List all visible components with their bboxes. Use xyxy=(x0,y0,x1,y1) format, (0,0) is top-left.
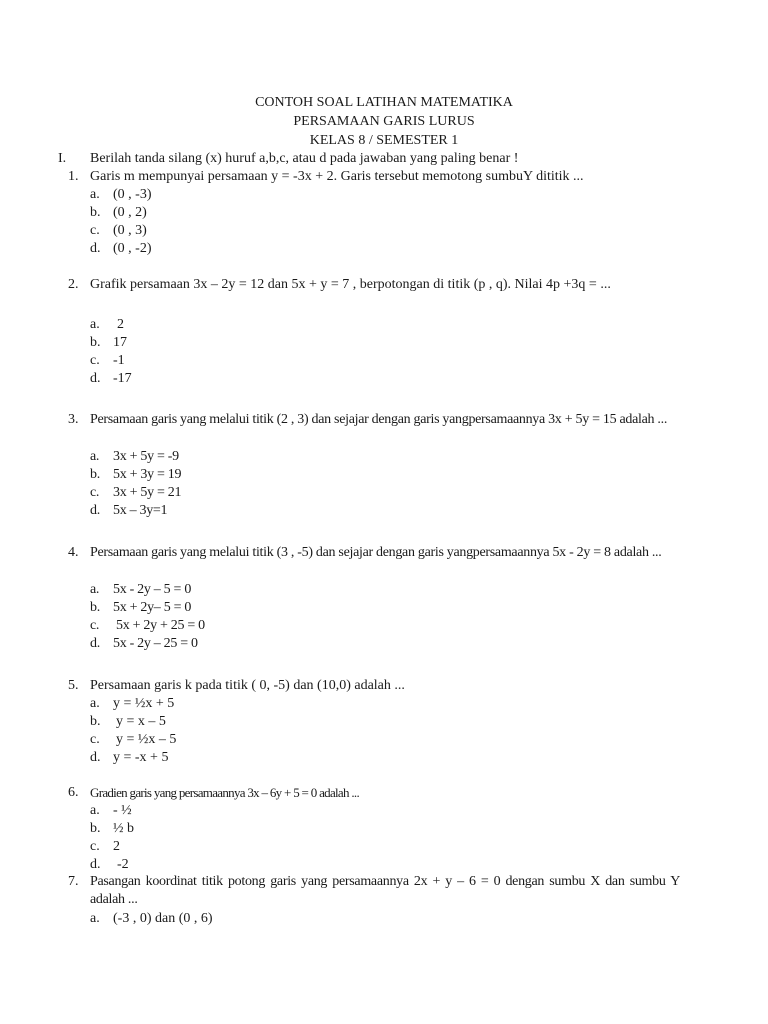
option-letter: a. xyxy=(90,911,100,926)
option-letter: c. xyxy=(90,618,100,633)
option-letter: d. xyxy=(90,857,101,872)
question-text: Grafik persamaan 3x – 2y = 12 dan 5x + y = 7 , berpotongan di titik (p , q). Nilai 4p +3q = ... xyxy=(90,277,611,292)
question-text: Gradien garis yang persamaannya 3x – 6y + 5 = 0 adalah ... xyxy=(90,785,359,800)
option-row xyxy=(90,838,120,856)
option-letter: a. xyxy=(90,187,100,202)
question-text: Persamaan garis yang melalui titik (2 , 3) dan sejajar dengan garis yangpersamaannya 3x + 5y = 15 adalah ... xyxy=(90,412,668,427)
option-row xyxy=(90,802,132,820)
option-row xyxy=(90,466,181,484)
option-row xyxy=(90,695,174,713)
option-text: 17 xyxy=(113,335,127,350)
question-text: Persamaan garis k pada titik ( 0, -5) dan (10,0) adalah ... xyxy=(90,678,405,693)
option-row xyxy=(90,370,132,388)
option-row xyxy=(90,635,198,653)
option-row xyxy=(90,352,125,370)
question-text: Pasangan koordinat titik potong garis yang persamaannya 2x + y – 6 = 0 dengan sumbu X dan sumbu Y adalah ... xyxy=(90,874,680,907)
question-number: 5. xyxy=(68,678,79,693)
option-row xyxy=(90,448,179,466)
option-letter: d. xyxy=(90,750,101,765)
option-letter: a. xyxy=(90,582,100,597)
option-text: y = x – 5 xyxy=(116,714,166,729)
question-number: 1. xyxy=(68,169,79,184)
option-letter: d. xyxy=(90,241,101,256)
doc-subtitle: PERSAMAAN GARIS LURUS xyxy=(293,114,475,129)
option-text: 2 xyxy=(117,317,124,332)
section-number: I. xyxy=(58,151,67,166)
option-text: (0 , -3) xyxy=(113,187,152,202)
question-text: Persamaan garis yang melalui titik (3 , -5) dan sejajar dengan garis yangpersamaannya 5x - 2y = 8 adalah ... xyxy=(90,545,662,560)
option-text: y = ½x – 5 xyxy=(116,732,177,747)
option-row xyxy=(90,204,147,222)
option-row xyxy=(90,749,168,767)
option-letter: d. xyxy=(90,503,100,518)
option-letter: a. xyxy=(90,317,100,332)
section-instruction: Berilah tanda silang (x) huruf a,b,c, atau d pada jawaban yang paling benar ! xyxy=(90,151,519,166)
option-letter: c. xyxy=(90,353,100,368)
option-row xyxy=(90,484,181,502)
option-row xyxy=(90,186,152,204)
question-number: 4. xyxy=(68,545,79,560)
option-letter: b. xyxy=(90,335,101,350)
option-row xyxy=(90,713,166,731)
option-text: y = ½x + 5 xyxy=(113,696,175,711)
question-number: 6. xyxy=(68,785,79,800)
option-text: (-3 , 0) dan (0 , 6) xyxy=(113,911,213,926)
option-text: 5x – 3y=1 xyxy=(113,503,168,518)
option-text: 5x - 2y – 25 = 0 xyxy=(113,636,198,651)
question-number: 3. xyxy=(68,412,79,427)
option-letter: a. xyxy=(90,696,100,711)
option-row xyxy=(90,856,129,874)
option-text: 2 xyxy=(113,839,120,854)
option-row xyxy=(90,502,167,520)
option-letter: a. xyxy=(90,449,100,464)
option-text: 5x + 2y + 25 = 0 xyxy=(116,618,205,633)
option-text: -1 xyxy=(113,353,125,368)
option-letter: b. xyxy=(90,600,100,615)
option-letter: b. xyxy=(90,467,100,482)
doc-class: KELAS 8 / SEMESTER 1 xyxy=(309,133,459,148)
option-letter: d. xyxy=(90,636,100,651)
option-text: y = -x + 5 xyxy=(113,750,169,765)
option-row xyxy=(90,599,191,617)
doc-title: CONTOH SOAL LATIHAN MATEMATIKA xyxy=(255,95,513,110)
option-text: 3x + 5y = 21 xyxy=(113,485,182,500)
option-text: -2 xyxy=(117,857,129,872)
option-letter: d. xyxy=(90,371,101,386)
option-letter: b. xyxy=(90,714,101,729)
option-letter: c. xyxy=(90,485,100,500)
option-text: ½ b xyxy=(113,821,134,836)
option-row xyxy=(90,910,213,928)
option-text: (0 , -2) xyxy=(113,241,152,256)
option-letter: c. xyxy=(90,223,100,238)
option-text: (0 , 3) xyxy=(113,223,147,238)
option-letter: b. xyxy=(90,205,101,220)
option-letter: a. xyxy=(90,803,100,818)
question-number: 2. xyxy=(68,277,79,292)
option-row xyxy=(90,617,205,635)
option-text: 5x + 3y = 19 xyxy=(113,467,182,482)
option-row xyxy=(90,222,147,240)
option-text: - ½ xyxy=(113,803,132,818)
option-row xyxy=(90,820,134,838)
option-row xyxy=(90,581,191,599)
option-letter: b. xyxy=(90,821,101,836)
option-row xyxy=(90,334,127,352)
option-text: 5x + 2y– 5 = 0 xyxy=(113,600,192,615)
option-letter: c. xyxy=(90,732,100,747)
option-row xyxy=(90,316,124,334)
option-text: 5x - 2y – 5 = 0 xyxy=(113,582,192,597)
option-row xyxy=(90,240,152,258)
option-row xyxy=(90,731,176,749)
question-number: 7. xyxy=(68,874,79,889)
option-text: 3x + 5y = -9 xyxy=(113,449,179,464)
option-text: (0 , 2) xyxy=(113,205,147,220)
question-text: Garis m mempunyai persamaan y = -3x + 2. Garis tersebut memotong sumbuY dititik ... xyxy=(90,169,584,184)
option-letter: c. xyxy=(90,839,100,854)
option-text: -17 xyxy=(113,371,132,386)
